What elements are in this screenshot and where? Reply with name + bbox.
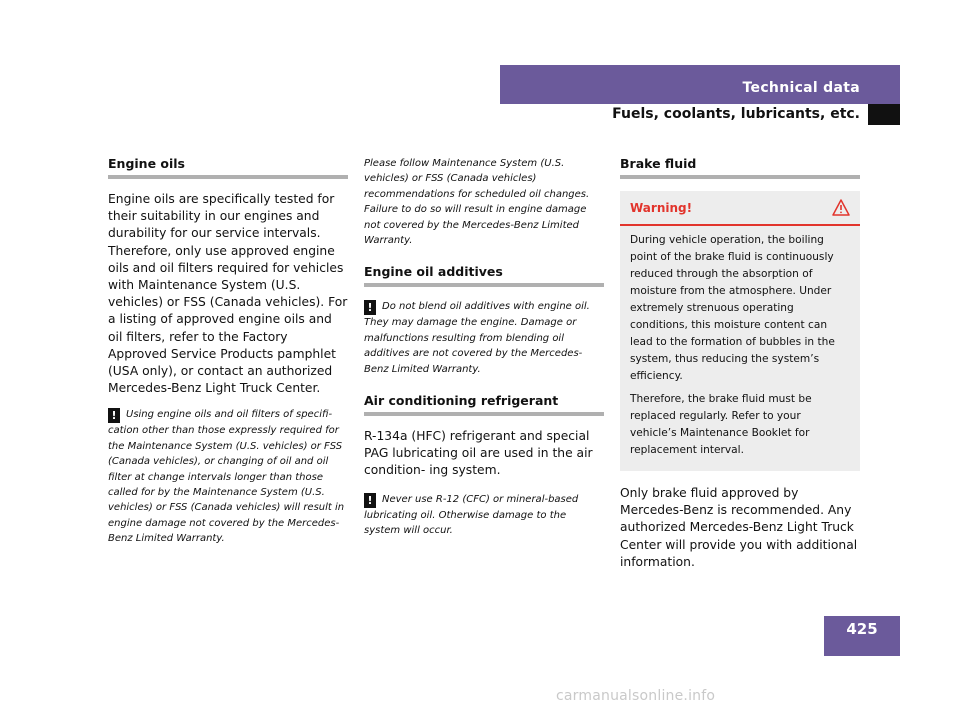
header-tab-marker: [868, 104, 900, 125]
brake-fluid-body: Only brake fluid approved by Mercedes-Benz is recommended. Any authorized Mercedes-Benz Light Truck Center will provide you with additional information.: [620, 486, 858, 569]
page-number: 425: [824, 616, 900, 656]
engine-oils-note-text: Using engine oils and oil filters of specifi- cation other than those expressly required for the Maintenance System (U.S. vehicles) or FSS (Canada vehicles), or changing of oil and oil filter at change intervals longer than those called for by the Maintenance System (U.S. vehicles) or FSS (Canada vehicles) will result in engine damage not covered by the Mercedes-Benz Limited Warranty.: [108, 409, 345, 545]
additives-note-text: Do not blend oil additives with engine oil. They may damage the engine. Damage or malfunctions resulting from blending oil additives are not covered by the Mercedes-Benz Limited Warranty.: [364, 301, 590, 375]
warning-box: [620, 191, 860, 471]
warning-title: Warning!: [630, 200, 693, 215]
watermark: carmanualsonline.info: [556, 688, 716, 704]
warning-paragraph-2: Therefore, the brake fluid must be replaced regularly. Refer to your vehicle’s Maintenance Booklet for replacement interval.: [630, 393, 812, 456]
warning-header: [620, 191, 860, 226]
oil-change-note: Please follow Maintenance System (U.S. vehicles) or FSS (Canada vehicles) recommendations for scheduled oil changes. Failure to do so will result in engine damage not covered by the Mercedes-Benz Limited Warranty.: [364, 158, 590, 247]
column-brake-fluid: [620, 156, 860, 581]
engine-oils-body: Engine oils are specifically tested for their suitability in our engines and durability for our service intervals. Therefore, only use approved engine oils and oil filters required for vehicles with Maintenance System (U.S. vehicles) or FSS (Canada vehicles). For a listing of approved engine oils and oil filters, refer to the Factory Approved Service Products pamphlet (USA only), or contact an authorized Mercedes-Benz Light Truck Center.: [108, 192, 348, 396]
additives-note: [364, 299, 604, 377]
refrigerant-note-text: Never use R-12 (CFC) or mineral-based lubricating oil. Otherwise damage to the system will occur.: [364, 493, 579, 537]
page-subtitle: Fuels, coolants, lubricants, etc.: [612, 106, 860, 122]
heading-engine-oil-additives: Engine oil additives: [364, 264, 604, 287]
refrigerant-note: [364, 492, 604, 539]
exclamation-icon: !: [364, 493, 376, 508]
warning-paragraph-1: During vehicle operation, the boiling point of the brake fluid is continuously reduced through the absorption of moisture from the atmosphere. Under extremely strenuous operating conditions, this moisture content can lead to the formation of bubbles in the system, thus reducing the system’s efficiency.: [630, 234, 835, 382]
heading-engine-oils: Engine oils: [108, 156, 348, 179]
page-section-title: Technical data: [742, 80, 860, 96]
refrigerant-body: R-134a (HFC) refrigerant and special PAG lubricating oil are used in the air condition- ing system.: [364, 429, 593, 478]
column-engine-oils: [108, 156, 348, 547]
exclamation-icon: !: [108, 408, 120, 423]
warning-triangle-icon: [832, 199, 850, 216]
heading-air-conditioning-refrigerant: Air conditioning refrigerant: [364, 393, 604, 416]
column-additives: [364, 156, 604, 538]
heading-brake-fluid: Brake fluid: [620, 156, 860, 179]
engine-oils-note: [108, 407, 348, 546]
header-band: [500, 65, 900, 104]
exclamation-icon: !: [364, 300, 376, 315]
